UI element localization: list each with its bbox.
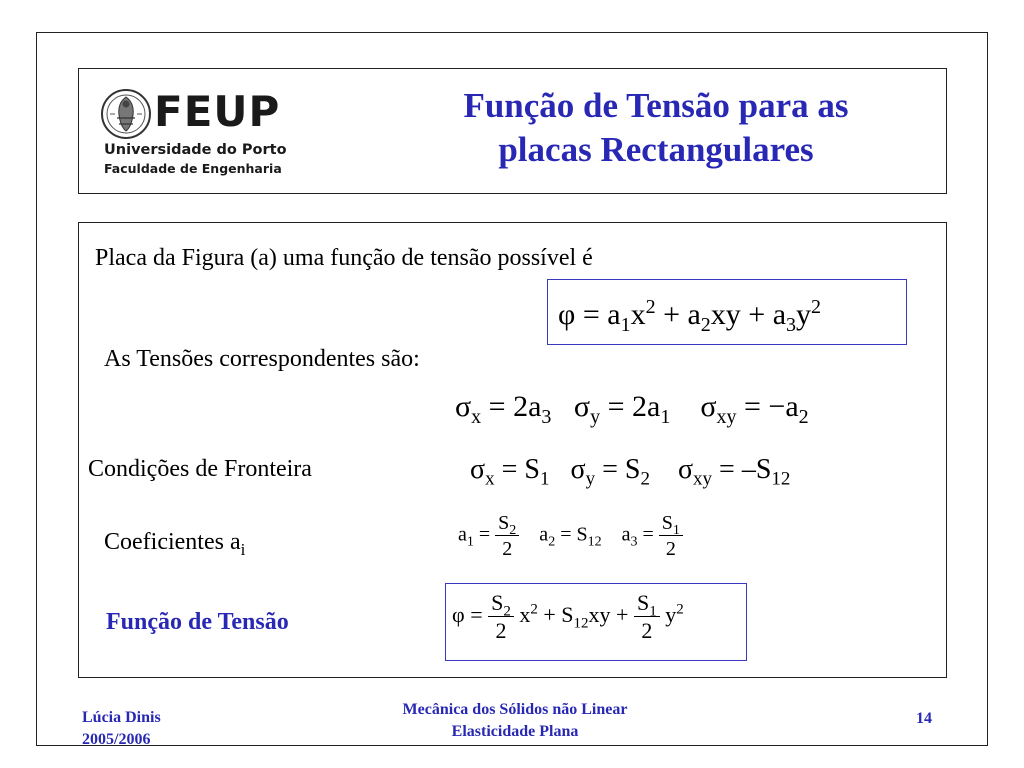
- logo-faculty-name: Faculdade de Engenharia: [104, 161, 282, 176]
- slide-title: [386, 84, 926, 172]
- title-line-2: placas Rectangulares: [498, 130, 814, 169]
- coefficients-label: [104, 528, 245, 558]
- phi-definition-equation: $\varphi = a_1x^2 + a_2xy + a_3y^2$: [558, 296, 822, 336]
- footer-topic: Elasticidade Plana: [451, 723, 579, 740]
- stresses-label: As Tensões correspondentes são:: [104, 346, 420, 372]
- university-seal-icon: [100, 88, 152, 140]
- footer-author: Lúcia Dinis: [82, 709, 161, 726]
- stresses-equation: $\sigma_x = 2a_3$ $\sigma_y = 2a_1$ $\sigma_{xy} = -a_2$: [455, 390, 809, 428]
- logo-university-name: Universidade do Porto: [104, 142, 287, 158]
- footer-course: Mecânica dos Sólidos não Linear: [402, 701, 628, 718]
- stress-function-label: Função de Tensão: [106, 609, 289, 635]
- logo-wordmark: FEUP: [154, 87, 281, 136]
- boundary-conditions-label: Condições de Fronteira: [88, 456, 312, 482]
- coefficients-label-subscript: i: [240, 540, 246, 559]
- footer-year: 2005/2006: [82, 731, 151, 748]
- title-line-1: Função de Tensão para as: [463, 86, 849, 125]
- footer-course-block: [340, 699, 690, 743]
- feup-logo: [100, 86, 310, 181]
- coefficients-equation: $a_1$ = $\frac{S_2}{2}$ $a_2 = S_{12}$ $a_3$ = $\frac{S_1}{2}$: [458, 513, 683, 559]
- stress-function-equation: φ = $\frac{S_2}{2}$ $x^2 + S_{12}xy$ + $\frac{S_1}{2}$ $y^2$: [452, 590, 684, 643]
- footer-page-number: 14: [916, 710, 932, 727]
- coefficients-label-text: Coeficientes a: [104, 529, 241, 555]
- intro-text: Placa da Figura (a) uma função de tensão possível é: [95, 245, 593, 271]
- boundary-conditions-equation: $\sigma_x = S_1$ $\sigma_y = S_2$ $\sigma_{xy} = -S_{12}$: [470, 454, 791, 490]
- footer-author-block: [82, 707, 161, 751]
